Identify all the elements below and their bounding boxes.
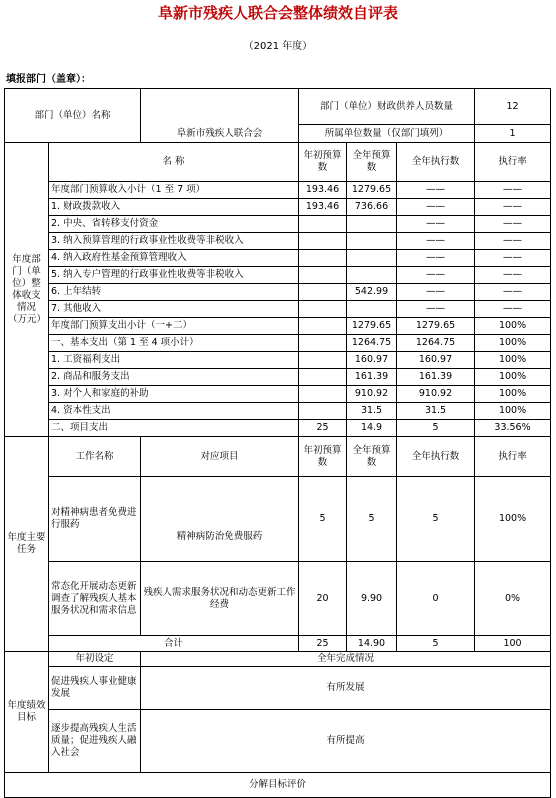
- goal-header-setting: 年初设定: [49, 652, 141, 667]
- budget-rate: ——: [475, 250, 551, 267]
- budget-full: 161.39: [347, 369, 397, 386]
- budget-exec: ——: [397, 216, 475, 233]
- budget-rate: ——: [475, 182, 551, 199]
- budget-item-name: 1. 工资福利支出: [49, 352, 299, 369]
- section-task-label: 年度主要任务: [5, 437, 49, 652]
- task-header-name: 工作名称: [49, 437, 141, 477]
- staff-value: 12: [475, 89, 551, 125]
- budget-exec: ——: [397, 182, 475, 199]
- task-total-initial: 25: [299, 636, 347, 652]
- budget-exec: 1279.65: [397, 318, 475, 335]
- task-row: [5, 477, 551, 562]
- budget-row: [5, 250, 551, 267]
- budget-header-rate: 执行率: [475, 143, 551, 182]
- task-item: 残疾人需求服务状况和动态更新工作经费: [141, 562, 299, 636]
- budget-header-name: 名 称: [49, 143, 299, 182]
- task-header-item: 对应项目: [141, 437, 299, 477]
- budget-item-name: 6. 上年结转: [49, 284, 299, 301]
- budget-item-name: 3. 对个人和家庭的补助: [49, 386, 299, 403]
- budget-exec: 161.39: [397, 369, 475, 386]
- budget-initial: 25: [299, 420, 347, 437]
- budget-row: [5, 352, 551, 369]
- task-total-label: 合计: [49, 636, 299, 652]
- budget-item-name: 4. 资本性支出: [49, 403, 299, 420]
- budget-row: [5, 301, 551, 318]
- dept-name: 阜新市残疾人联合会: [141, 89, 299, 143]
- task-total-exec: 5: [397, 636, 475, 652]
- sub-label: 所属单位数量（仅部门填列）: [299, 125, 475, 143]
- goal-row: [5, 710, 551, 773]
- budget-full: 1279.65: [347, 182, 397, 199]
- budget-item-name: 1. 财政拨款收入: [49, 199, 299, 216]
- budget-full: 31.5: [347, 403, 397, 420]
- budget-row: [5, 369, 551, 386]
- budget-header-exec: 全年执行数: [397, 143, 475, 182]
- task-header-row: [5, 437, 551, 477]
- budget-row: [5, 318, 551, 335]
- budget-item-name: 年度部门预算收入小计（1 至 7 项）: [49, 182, 299, 199]
- section-goal-label: 年度绩效目标: [5, 652, 49, 773]
- budget-exec: 31.5: [397, 403, 475, 420]
- budget-exec: 1264.75: [397, 335, 475, 352]
- section-budget-label: 年度部门（单位）整体收支情况（万元）: [5, 143, 49, 437]
- goal-row: [5, 667, 551, 710]
- task-header-rate: 执行率: [475, 437, 551, 477]
- budget-initial: 193.46: [299, 199, 347, 216]
- budget-full: 14.9: [347, 420, 397, 437]
- budget-full: [347, 216, 397, 233]
- budget-item-name: 2. 商品和服务支出: [49, 369, 299, 386]
- bottom-label: 分解目标评价: [5, 773, 551, 798]
- evaluation-table: [4, 88, 551, 798]
- task-row: [5, 562, 551, 636]
- budget-exec: ——: [397, 233, 475, 250]
- budget-row: [5, 267, 551, 284]
- budget-full: 736.66: [347, 199, 397, 216]
- budget-full: 910.92: [347, 386, 397, 403]
- budget-rate: ——: [475, 267, 551, 284]
- budget-full: 1279.65: [347, 318, 397, 335]
- budget-full: [347, 233, 397, 250]
- budget-rate: 100%: [475, 403, 551, 420]
- staff-label: 部门（单位）财政供养人员数量: [299, 89, 475, 125]
- task-total-rate: 100: [475, 636, 551, 652]
- budget-header-row: [5, 143, 551, 182]
- goal-header-row: [5, 652, 551, 667]
- budget-item-name: 一、基本支出（第 1 至 4 项小计）: [49, 335, 299, 352]
- task-full: 5: [347, 477, 397, 562]
- budget-full: 1264.75: [347, 335, 397, 352]
- budget-initial: [299, 386, 347, 403]
- task-exec: 5: [397, 477, 475, 562]
- budget-row: [5, 335, 551, 352]
- budget-exec: 160.97: [397, 352, 475, 369]
- budget-initial: [299, 335, 347, 352]
- task-initial: 20: [299, 562, 347, 636]
- task-name: 对精神病患者免费进行服药: [49, 477, 141, 562]
- dept-label: 部门（单位）名称: [5, 89, 141, 143]
- unit-label: 填报部门（盖章）：: [6, 74, 91, 85]
- goal-setting: 逐步提高残疾人生活质量；促进残疾人融入社会: [49, 710, 141, 773]
- evaluation-table-body: [5, 89, 551, 798]
- task-item: 精神病防治免费服药: [141, 477, 299, 562]
- budget-rate: ——: [475, 199, 551, 216]
- task-rate: 0%: [475, 562, 551, 636]
- budget-row: [5, 284, 551, 301]
- task-header-initial: 年初预算数: [299, 437, 347, 477]
- budget-item-name: 2. 中央、省转移支付资金: [49, 216, 299, 233]
- budget-full: [347, 250, 397, 267]
- bottom-row: [5, 773, 551, 798]
- budget-rate: ——: [475, 233, 551, 250]
- budget-initial: [299, 369, 347, 386]
- budget-rate: ——: [475, 301, 551, 318]
- budget-full: [347, 267, 397, 284]
- budget-header-initial: 年初预算数: [299, 143, 347, 182]
- budget-rate: 100%: [475, 352, 551, 369]
- budget-full: 542.99: [347, 284, 397, 301]
- budget-row: [5, 420, 551, 437]
- budget-initial: [299, 216, 347, 233]
- budget-full: 160.97: [347, 352, 397, 369]
- budget-row: [5, 216, 551, 233]
- budget-rate: 100%: [475, 318, 551, 335]
- budget-header-full: 全年预算数: [347, 143, 397, 182]
- task-header-full: 全年预算数: [347, 437, 397, 477]
- budget-row: [5, 233, 551, 250]
- dept-row: [5, 89, 551, 125]
- budget-exec: ——: [397, 284, 475, 301]
- budget-row: [5, 182, 551, 199]
- page-title: 阜新市残疾人联合会整体绩效自评表: [157, 4, 398, 22]
- task-header-exec: 全年执行数: [397, 437, 475, 477]
- task-name: 常态化开展动态更新调查了解残疾人基本服务状况和需求信息: [49, 562, 141, 636]
- budget-rate: ——: [475, 216, 551, 233]
- budget-item-name: 7. 其他收入: [49, 301, 299, 318]
- budget-rate: 100%: [475, 335, 551, 352]
- budget-item-name: 二、项目支出: [49, 420, 299, 437]
- task-total-full: 14.90: [347, 636, 397, 652]
- task-initial: 5: [299, 477, 347, 562]
- budget-rate: ——: [475, 284, 551, 301]
- budget-row: [5, 199, 551, 216]
- task-total-row: [5, 636, 551, 652]
- budget-rate: 33.56%: [475, 420, 551, 437]
- budget-initial: [299, 352, 347, 369]
- goal-header-status: 全年完成情况: [141, 652, 551, 667]
- year-label: （2021 年度）: [243, 41, 313, 52]
- goal-status: 有所提高: [141, 710, 551, 773]
- budget-rate: 100%: [475, 369, 551, 386]
- task-full: 9.90: [347, 562, 397, 636]
- budget-initial: [299, 301, 347, 318]
- budget-rate: 100%: [475, 386, 551, 403]
- budget-exec: 910.92: [397, 386, 475, 403]
- budget-full: [347, 301, 397, 318]
- budget-row: [5, 403, 551, 420]
- sub-value: 1: [475, 125, 551, 143]
- budget-exec: ——: [397, 250, 475, 267]
- budget-item-name: 5. 纳入专户管理的行政事业性收费等非税收入: [49, 267, 299, 284]
- budget-initial: [299, 233, 347, 250]
- task-exec: 0: [397, 562, 475, 636]
- goal-status: 有所发展: [141, 667, 551, 710]
- budget-exec: ——: [397, 301, 475, 318]
- budget-initial: [299, 250, 347, 267]
- budget-initial: [299, 267, 347, 284]
- budget-exec: 5: [397, 420, 475, 437]
- budget-exec: ——: [397, 267, 475, 284]
- budget-initial: 193.46: [299, 182, 347, 199]
- budget-initial: [299, 318, 347, 335]
- goal-setting: 促进残疾人事业健康发展: [49, 667, 141, 710]
- budget-initial: [299, 403, 347, 420]
- budget-row: [5, 386, 551, 403]
- budget-initial: [299, 284, 347, 301]
- budget-item-name: 4. 纳入政府性基金预算管理收入: [49, 250, 299, 267]
- budget-exec: ——: [397, 199, 475, 216]
- budget-item-name: 3. 纳入预算管理的行政事业性收费等非税收入: [49, 233, 299, 250]
- budget-item-name: 年度部门预算支出小计（一+二）: [49, 318, 299, 335]
- task-rate: 100%: [475, 477, 551, 562]
